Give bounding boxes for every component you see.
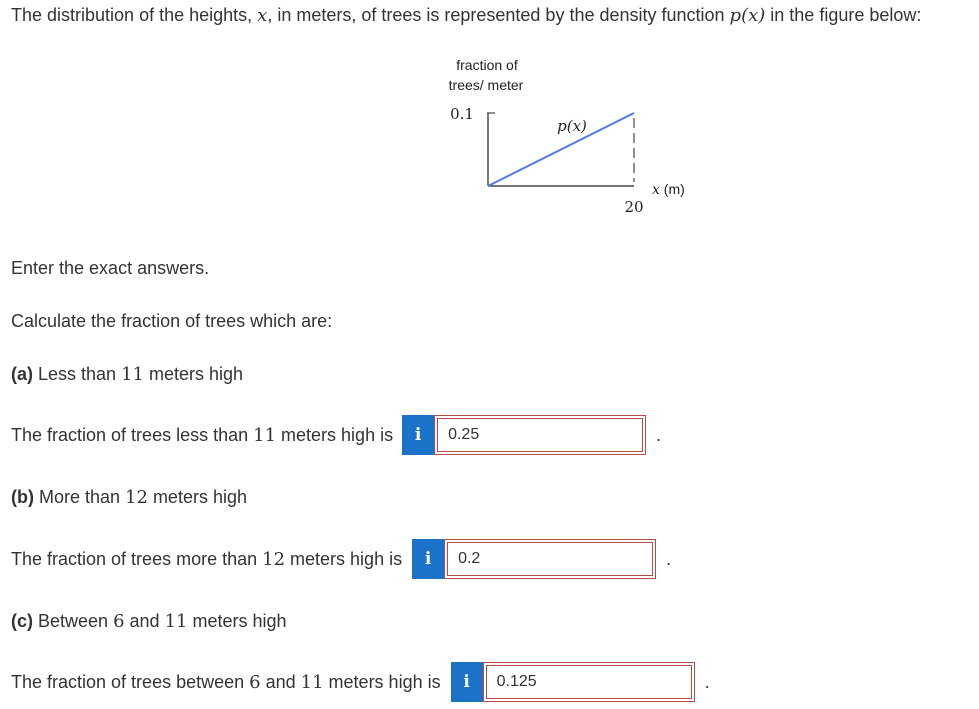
part-a-title-before: Less than — [33, 364, 122, 384]
part-b-answer-row — [11, 539, 671, 579]
problem-intro — [11, 5, 921, 26]
part-a-answer-row — [11, 415, 661, 455]
part-c-sentence-num: 6 — [249, 671, 261, 693]
part-c-title — [11, 611, 287, 632]
part-b-sentence-before: The fraction of trees more than — [11, 548, 263, 569]
x-tick-label: 20 — [624, 198, 644, 216]
part-c-letter: (c) — [11, 611, 33, 631]
part-c-sentence-mid: and — [260, 671, 301, 692]
part-c-sentence-after: meters high is — [323, 671, 441, 692]
part-b-title — [11, 487, 247, 508]
intro-text-before: The distribution of the heights, — [11, 5, 258, 25]
func-p: p — [729, 5, 742, 26]
y-axis-label-line1: fraction of — [456, 57, 518, 73]
part-c-title-mid: and — [124, 611, 165, 631]
func-arg: (x) — [741, 5, 766, 26]
part-c-title-num: 6 — [113, 611, 125, 632]
part-a-title — [11, 364, 243, 385]
part-b-answer-input[interactable] — [447, 542, 653, 576]
part-b-title-after: meters high — [147, 487, 247, 507]
part-c-sentence-before: The fraction of trees between — [11, 671, 250, 692]
part-c-answer-row — [11, 662, 710, 702]
part-a-sentence-before: The fraction of trees less than — [11, 424, 254, 445]
part-a-sentence — [11, 425, 393, 446]
part-a-answer-box — [434, 415, 646, 455]
part-a-letter: (a) — [11, 364, 33, 384]
part-b-title-before: More than — [33, 487, 126, 507]
part-b-info-icon[interactable]: i — [412, 539, 444, 579]
x-axis-label-var: x — [652, 182, 660, 198]
part-c-info-icon[interactable]: i — [451, 662, 483, 702]
x-axis-label — [652, 181, 685, 198]
part-c-period: . — [704, 671, 710, 692]
part-b-letter: (b) — [11, 487, 34, 507]
part-c-title-after: meters high — [187, 611, 287, 631]
part-c-sentence-num2: 11 — [300, 671, 324, 693]
part-b-period: . — [666, 548, 672, 569]
part-b-title-num: 12 — [125, 487, 148, 508]
part-c-title-before: Between — [33, 611, 114, 631]
part-a-info-icon[interactable]: i — [402, 415, 434, 455]
intro-text-mid: , in meters, of trees is represented by the density function — [267, 5, 730, 25]
part-b-sentence-after: meters high is — [285, 548, 403, 569]
instruction-calculate: Calculate the fraction of trees which are: — [11, 311, 333, 331]
instruction-exact: Enter the exact answers. — [11, 258, 210, 278]
part-c-title-num2: 11 — [164, 611, 188, 632]
part-b-sentence-num: 12 — [262, 548, 286, 570]
part-a-title-num: 11 — [121, 364, 144, 385]
intro-text-after: in the figure below: — [765, 5, 922, 25]
y-axis-label-line2: trees/ meter — [448, 77, 524, 93]
density-figure — [440, 52, 720, 222]
var-x: x — [257, 5, 268, 26]
curve-label: p(x) — [557, 117, 587, 135]
part-a-answer-input[interactable] — [437, 418, 643, 452]
y-tick-label: 0.1 — [450, 105, 474, 123]
part-c-sentence — [11, 672, 441, 693]
part-a-sentence-after: meters high is — [276, 424, 394, 445]
density-chart — [440, 52, 720, 222]
part-b-sentence — [11, 549, 402, 570]
part-a-period: . — [656, 424, 662, 445]
part-c-answer-box — [483, 662, 695, 702]
part-b-answer-box — [444, 539, 656, 579]
part-a-sentence-num: 11 — [253, 424, 277, 446]
part-a-title-after: meters high — [143, 364, 244, 384]
part-c-answer-input[interactable] — [486, 665, 692, 699]
x-axis-label-unit: (m) — [659, 181, 685, 197]
